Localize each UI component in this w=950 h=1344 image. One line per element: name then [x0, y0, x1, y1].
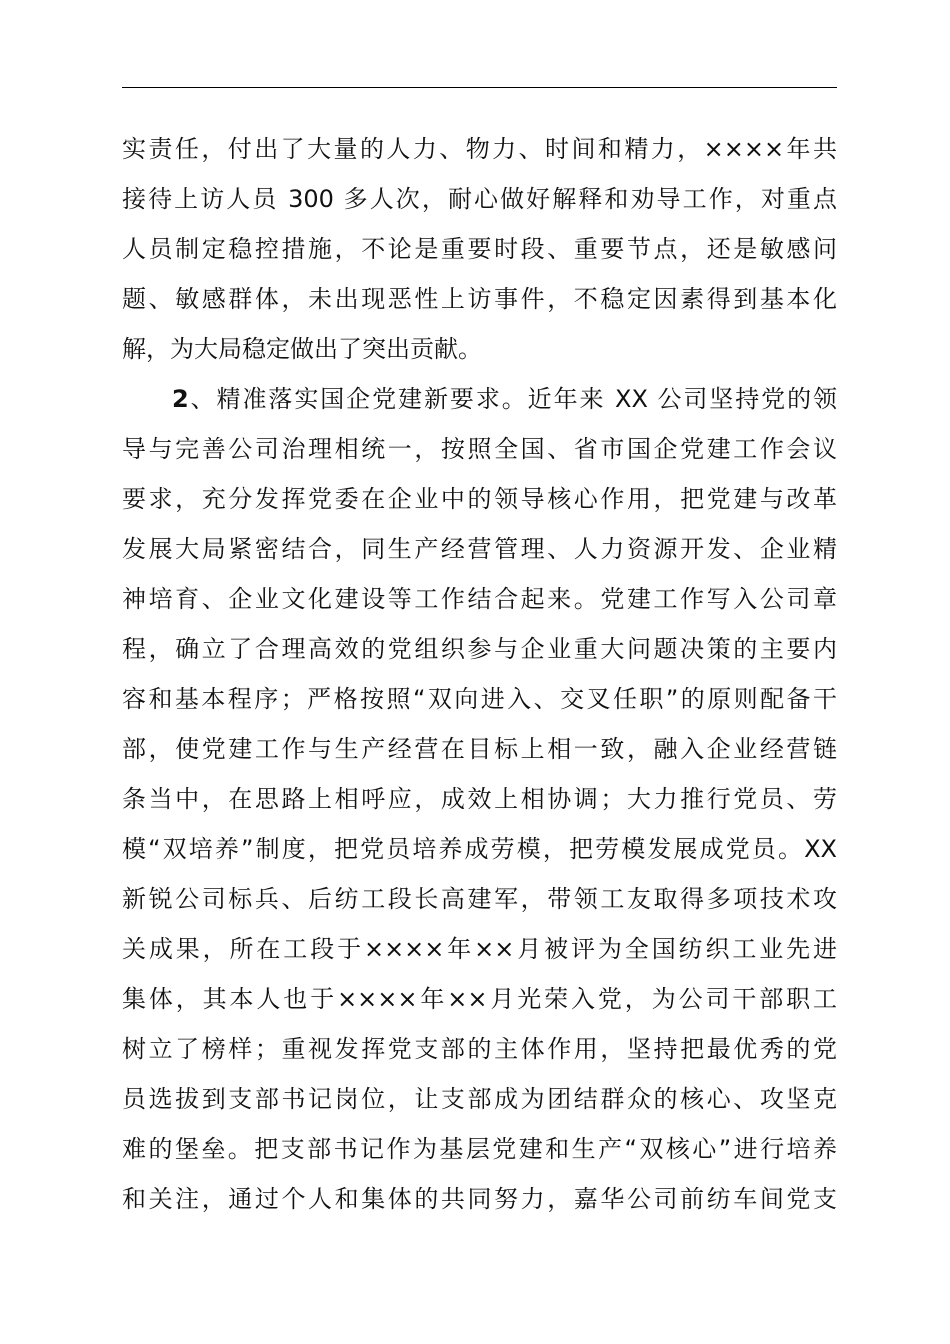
text-line: 程，确立了合理高效的党组织参与企业重大问题决策的主要内: [122, 635, 837, 663]
text-line: 题、敏感群体，未出现恶性上访事件，不稳定因素得到基本化: [122, 285, 837, 313]
text-line: 接待上访人员 300 多人次，耐心做好解释和劝导工作，对重点: [122, 185, 837, 213]
text-line: 和关注，通过个人和集体的共同努力，嘉华公司前纺车间党支: [122, 1185, 837, 1213]
text-line-first: [122, 374, 837, 424]
text-line: 员选拔到支部书记岗位，让支部成为团结群众的核心、攻坚克: [122, 1085, 837, 1113]
text-line: 神培育、企业文化建设等工作结合起来。党建工作写入公司章: [122, 585, 837, 613]
text-line: 条当中，在思路上相呼应，成效上相协调；大力推行党员、劳: [122, 785, 837, 813]
item-number: 2: [172, 385, 189, 413]
text-line: 新锐公司标兵、后纺工段长高建军，带领工友取得多项技术攻: [122, 885, 837, 913]
text-line: 部，使党建工作与生产经营在目标上相一致，融入企业经营链: [122, 735, 837, 763]
paragraph-1: [122, 124, 837, 374]
text-line: 人员制定稳控措施，不论是重要时段、重要节点，还是敏感问: [122, 235, 837, 263]
item-heading-text: 、精准落实国企党建新要求。近年来 XX 公司坚持党的领: [188, 385, 837, 413]
text-line: 难的堡垒。把支部书记作为基层党建和生产“双核心”进行培养: [122, 1135, 837, 1163]
text-line: 树立了榜样；重视发挥党支部的主体作用，坚持把最优秀的党: [122, 1035, 837, 1063]
header-rule: [122, 87, 837, 88]
text-line: 关成果，所在工段于××××年××月被评为全国纺织工业先进: [122, 935, 837, 963]
text-line: 解，为大局稳定做出了突出贡献。: [122, 335, 482, 363]
text-line: 实责任，付出了大量的人力、物力、时间和精力，××××年共: [122, 135, 837, 163]
text-line: 容和基本程序；严格按照“双向进入、交叉任职”的原则配备干: [122, 685, 837, 713]
text-line: 发展大局紧密结合，同生产经营管理、人力资源开发、企业精: [122, 535, 837, 563]
document-body: [122, 124, 837, 1224]
text-line: 集体，其本人也于××××年××月光荣入党，为公司干部职工: [122, 985, 837, 1013]
paragraph-2: [122, 374, 837, 1224]
text-line: 导与完善公司治理相统一，按照全国、省市国企党建工作会议: [122, 435, 837, 463]
text-line: 模“双培养”制度，把党员培养成劳模，把劳模发展成党员。XX: [122, 835, 837, 863]
text-line: 要求，充分发挥党委在企业中的领导核心作用，把党建与改革: [122, 485, 837, 513]
